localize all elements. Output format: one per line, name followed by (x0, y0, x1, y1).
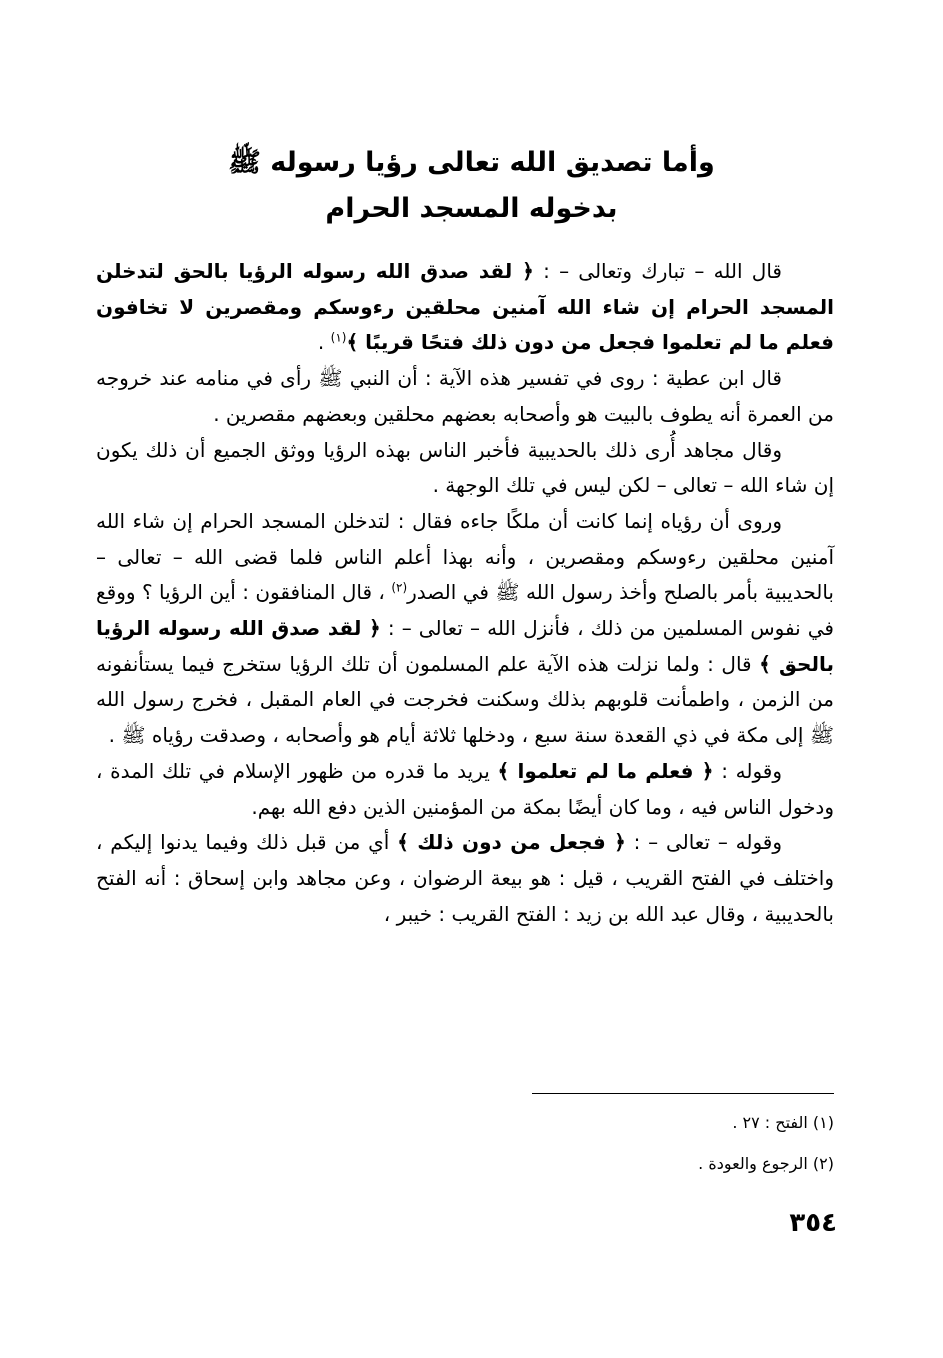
paragraph-6 (96, 825, 834, 932)
text-run: وقال مجاهد أُرى ذلك بالحديبية فأخبر الناس بهذه الرؤيا ووثق الجميع أن ذلك يكون إن شاء الله – تعالى – لكن ليس في تلك الوجهة . (96, 437, 834, 498)
text-run: وقوله : (713, 758, 783, 783)
quran-quote: ﴿ لقد صدق الله رسوله الرؤيا بالحق ﴾ (96, 616, 834, 676)
text-run: . (317, 330, 331, 355)
heading-line-1: وأما تصديق الله تعالى رؤيا رسوله ﷺ (228, 147, 715, 178)
quran-quote: ﴿ لقد صدق الله رسوله الرؤيا بالحق لتدخلن المسجد الحرام إن شاء الله آمنين محلقين رءوسكم ومقصرين لا تخافون فعلم ما لم تعلموا فجعل من دون ذلك فتحًا قريبًا ﴾ (96, 259, 834, 355)
paragraph-3 (96, 433, 834, 504)
footnote-marker: (٢) (391, 580, 408, 595)
footnote-2: (٢) الرجوع والعودة . (698, 1154, 834, 1173)
text-run: وقوله – تعالى – : (625, 830, 782, 855)
section-heading (160, 140, 783, 232)
text-run: أي من قبل ذلك وفيما يدنوا إليكم ، واختلف في الفتح القريب ، قيل : هو بيعة الرضوان ، وعن مجاهد وابن إسحاق : أنه الفتح بالحديبية ، وقال عبد الله بن زيد : الفتح القريب : خيبر ، (96, 830, 834, 926)
text-run: قال الله – تبارك وتعالى – : (533, 259, 782, 283)
quran-quote: ﴿ فعلم ما لم تعلموا ﴾ (497, 758, 714, 783)
heading-line-2: بدخوله المسجد الحرام (325, 193, 618, 224)
footnote-marker: (١) (330, 330, 347, 345)
text-run: يريد ما قدره من ظهور الإسلام في تلك المدة ، ودخول الناس فيه ، وما كان أيضًا بمكة من المؤمنين الذين دفع الله بهم. (96, 758, 834, 819)
text-run: قال : ولما نزلت هذه الآية علم المسلمون أن تلك الرؤيا ستخرج فيما يستأنفونه من الزمن ، واطمأنت قلوبهم بذلك وسكنت فخرجت في العام المقبل ، فخرج رسول الله ﷺ إلى مكة في ذي القعدة سنة سبع ، ودخلها ثلاثة أيام هو وأصحابه ، وصدقت رؤياه ﷺ . (96, 651, 834, 748)
footnote-divider (532, 1093, 834, 1094)
text-run: قال ابن عطية : روى في تفسير هذه الآية : أن النبي ﷺ رأى في منامه عند خروجه من العمرة أنه يطوف بالبيت هو وأصحابه بعضهم محلقين وبعضهم مقصرين . (96, 366, 834, 426)
paragraph-5 (96, 754, 834, 825)
quran-quote: ﴿ فجعل من دون ذلك ﴾ (397, 830, 626, 855)
text-run: ، قال المنافقون : أين الرؤيا ؟ ووقع في نفوس المسلمين من ذلك ، فأنزل الله – تعالى – : (96, 580, 834, 641)
paragraph-4 (96, 504, 834, 754)
footnote-1: (١) الفتح : ٢٧ . (732, 1113, 834, 1132)
text-run: وروى أن رؤياه إنما كانت أن ملكًا جاءه فقال : لتدخلن المسجد الحرام إن شاء الله آمنين محلقين رءوسكم ومقصرين ، وأنه بهذا أعلم الناس فلما قضى الله – تعالى – بالحديبية بأمر بالصلح وأخذ رسول الله ﷺ في الصدر (96, 508, 834, 605)
body-text (96, 254, 834, 932)
page-number: ٣٥٤ (789, 1208, 837, 1238)
paragraph-1 (96, 254, 834, 361)
paragraph-2 (96, 361, 834, 432)
